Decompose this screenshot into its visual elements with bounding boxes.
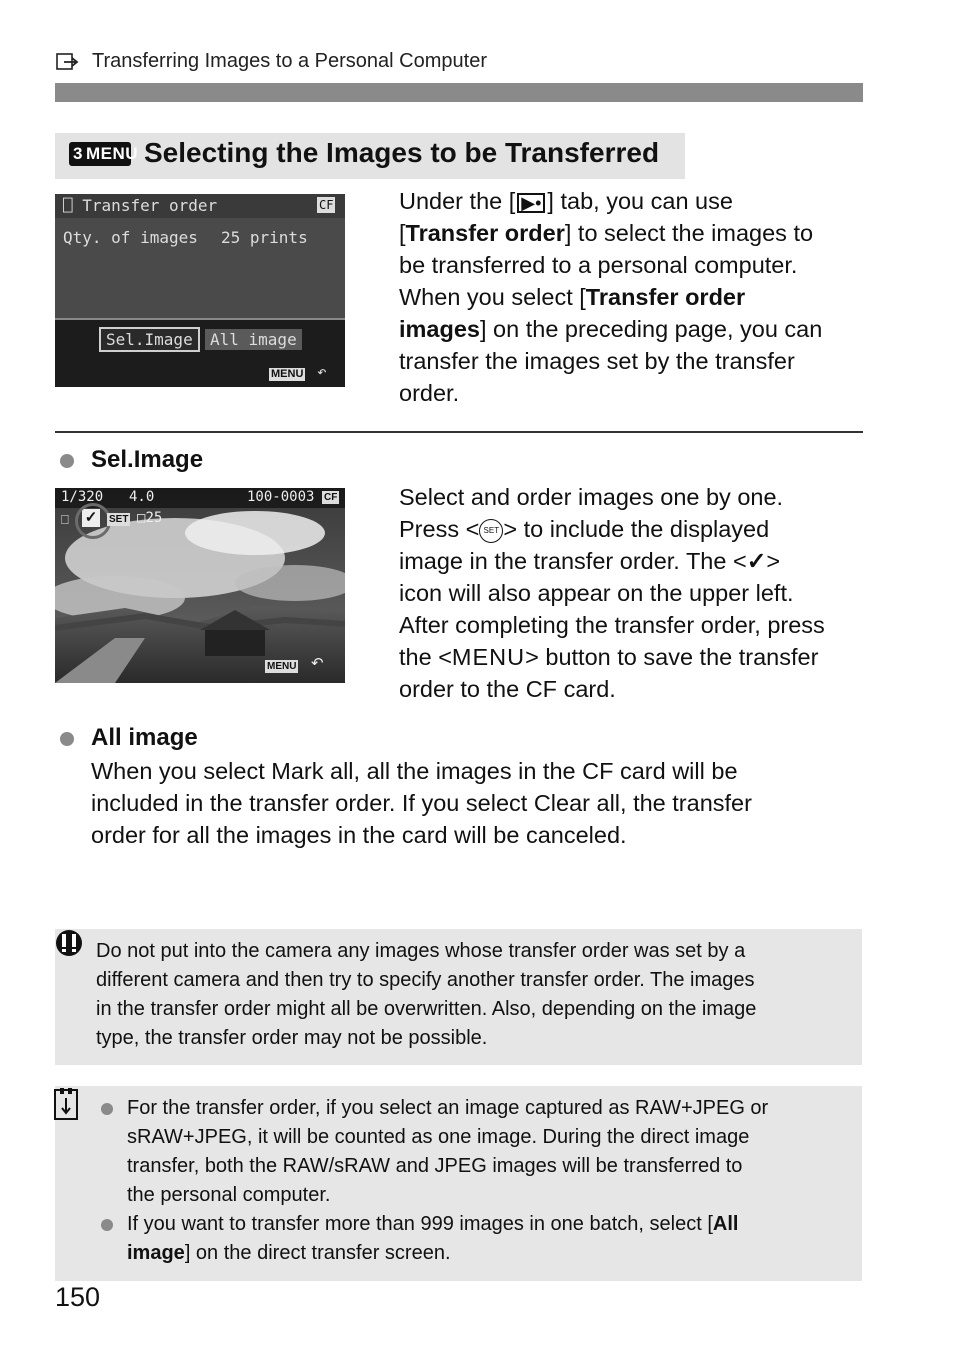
note-2: If you want to transfer more than 999 images in one batch, select [All image] on the direct transfer screen. — [127, 1213, 739, 1264]
caution-text: Do not put into the camera any images whose transfer order was set by a different camera and then try to specify another transfer order. The images in the transfer order might all be overwritten. Also, depending on the image type, the transfer order may not be possible. — [96, 940, 757, 1049]
menu-tab-label: MENU — [86, 144, 139, 163]
transfer-icon: ⎕ — [61, 512, 69, 527]
qty-value: 25 prints — [221, 228, 308, 247]
bullet — [101, 1219, 113, 1231]
section-title: Selecting the Images to be Transferred — [144, 137, 660, 168]
card-badge: CF — [324, 492, 338, 503]
running-header: Transferring Images to a Personal Computer — [92, 50, 487, 72]
menu-return-label: MENU — [271, 368, 304, 380]
qty-label: Qty. of images — [63, 228, 198, 247]
set-button-icon: SET — [479, 519, 503, 543]
checkmark-icon: ✓ — [746, 548, 767, 574]
transfer-icon: ⎕ — [63, 196, 73, 215]
return-icon: ↶ — [311, 655, 324, 672]
menu-tab-badge — [69, 142, 139, 166]
highlight-circle — [75, 503, 111, 539]
menu-tab-number: 3 — [73, 144, 83, 163]
all-image-heading: All image — [91, 724, 198, 751]
header-bar — [55, 83, 863, 102]
checkmark-icon: ✓ — [82, 509, 100, 527]
file-number: 100-0003 — [247, 489, 315, 505]
sel-image-heading: Sel.Image — [91, 446, 204, 473]
menu-return-label: MENU — [267, 661, 297, 672]
transfer-order-screen — [55, 194, 345, 387]
intro-paragraph: Under the [ ▶• ] tab, you can use [Transfer order] to select the images to be transferred to a personal computer. When you select [Transfer order images] on the preceding page, you can transfer the images set by the transfer order. — [399, 188, 823, 406]
bullet — [101, 1103, 113, 1115]
page-number: 150 — [55, 1282, 101, 1312]
notes-icon — [54, 1088, 80, 1122]
bullet — [60, 732, 74, 746]
all-image-paragraph: When you select Mark all, all the images in the CF card will be included in the transfer order. If you select Clear all, the transfer order for all the images in the card will be canceled. — [91, 758, 752, 848]
print-count: □25 — [137, 510, 163, 526]
playback-tab-icon: ▶• — [517, 193, 545, 213]
sel-image-paragraph: Select and order images one by one. Press < SET > to include the displayed image in the transfer order. The <✓> icon will also appear on the upper left. After completing the transfer order, press the <MENU> button to save the transfer order to the CF card. — [399, 484, 825, 702]
set-tag: SET — [109, 514, 129, 525]
return-icon: ↶ — [317, 362, 327, 381]
note-1: For the transfer order, if you select an image captured as RAW+JPEG or sRAW+JPEG, it will be counted as one image. During the direct image transfer, both the RAW/sRAW and JPEG images will be transferred to the personal computer. — [127, 1097, 769, 1206]
transfer-icon — [56, 52, 80, 72]
caution-icon — [54, 929, 84, 957]
bullet — [60, 454, 74, 468]
all-image-option[interactable]: All image — [205, 329, 302, 350]
screen-title: ⎕ Transfer order — [63, 196, 218, 215]
section-divider — [55, 431, 863, 433]
playback-screen — [55, 488, 345, 683]
aperture: 4.0 — [129, 489, 155, 505]
card-badge: CF — [319, 198, 334, 212]
sel-image-option[interactable]: Sel.Image — [99, 327, 200, 352]
shutter-speed: 1/320 — [61, 489, 104, 505]
menu-button-label: MENU — [451, 644, 526, 670]
